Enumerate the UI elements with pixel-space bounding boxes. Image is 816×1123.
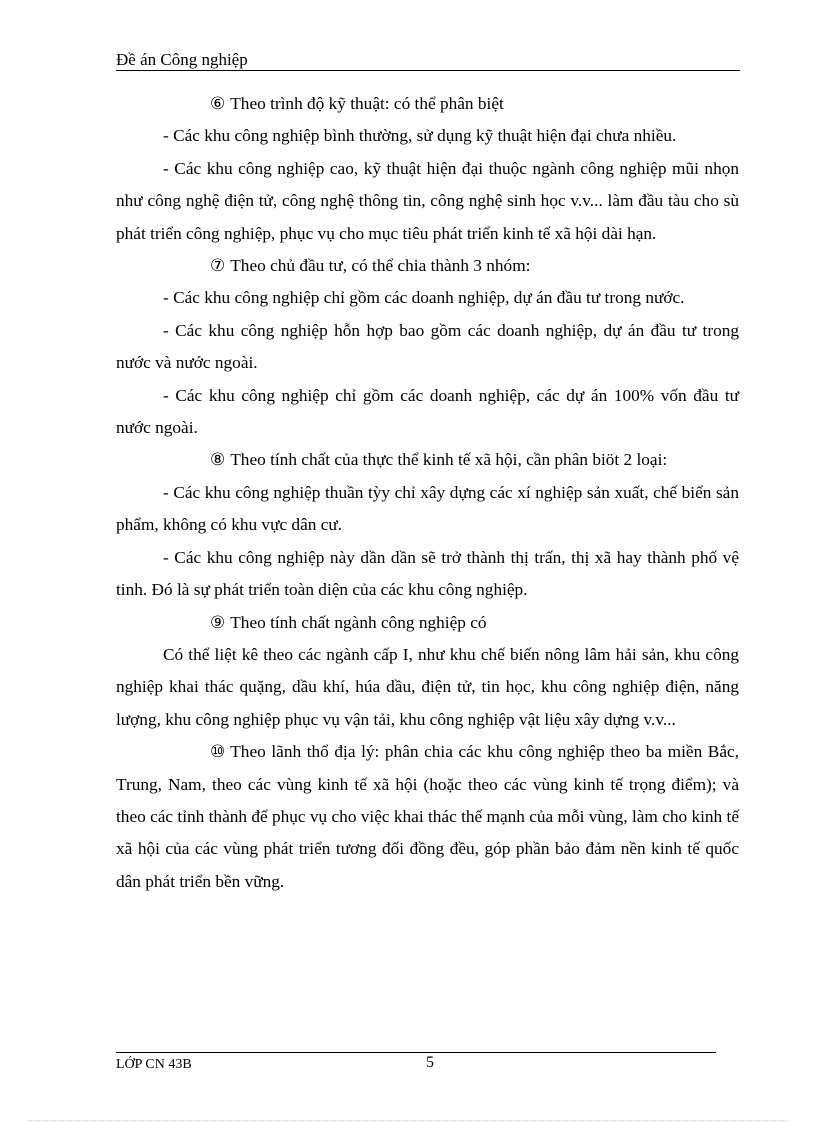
paragraph-7-heading — [116, 250, 739, 282]
page-header — [116, 50, 740, 71]
circled-nine-marker: ⑨ — [210, 612, 226, 632]
document-body — [116, 88, 739, 898]
paragraph — [116, 120, 739, 152]
paragraph-text: - Các khu công nghiệp thuần tỳy chỉ xây dựng các xí nghiệp sản xuất, chế biến sản phẩm, không có khu vực dân cư. — [116, 482, 739, 535]
paragraph — [116, 639, 739, 736]
circled-ten-marker: ⑩ — [210, 742, 226, 762]
paragraph — [116, 153, 739, 250]
page-bottom-edge — [28, 1120, 788, 1121]
page-number: 5 — [426, 1054, 434, 1071]
circled-seven-marker: ⑦ — [210, 256, 226, 276]
paragraph-text: - Các khu công nghiệp chỉ gồm các doanh nghiệp, dự án đầu tư trong nước. — [163, 288, 685, 308]
footer-divider — [116, 1052, 716, 1053]
circled-six-marker: ⑥ — [210, 94, 226, 113]
paragraph — [116, 380, 739, 445]
paragraph-text: Có thể liệt kê theo các ngành cấp I, như khu chế biến nông lâm hải sản, khu công nghiệp khai thác quặng, dầu khí, húa dầu, điện tử, tin học, khu công nghiệp điện, năng lượng, khu công nghiệp phục vụ vận tải, khu công nghiệp vật liệu xây dựng v.v... — [116, 644, 739, 729]
paragraph-9-heading — [116, 607, 739, 639]
paragraph-text: - Các khu công nghiệp này dần dần sẽ trở thành thị trấn, thị xã hay thành phố vệ tinh. Đó là sự phát triển toàn diện của các khu công nghiệp. — [116, 547, 739, 600]
paragraph-text: Theo tính chất của thực thể kinh tế xã hội, cần phân biöt 2 loại: — [230, 450, 668, 470]
paragraph-text: - Các khu công nghiệp cao, kỹ thuật hiện đại thuộc ngành công nghiệp mũi nhọn như công nghệ điện tử, công nghệ thông tin, công nghệ sinh học v.v... làm đầu tàu cho sù phát triển công nghiệp, phục vụ cho mục tiêu phát triển kinh tế xã hội dài hạn. — [116, 158, 739, 243]
paragraph — [116, 477, 739, 542]
paragraph-text: Theo trình độ kỹ thuật: có thể phân biệt — [230, 94, 504, 113]
document-title: Đề án Công nghiệp — [116, 50, 248, 69]
paragraph-10-heading — [116, 736, 739, 898]
paragraph-text: Theo lãnh thổ địa lý: phân chia các khu công nghiệp theo ba miền Bắc, Trung, Nam, theo các vùng kinh tế xã hội (hoặc theo các vùng kinh tế trọng điểm); và theo các tỉnh thành để phục vụ cho việc khai thác thế mạnh của mỗi vùng, làm cho kinh tế xã hội của các vùng phát triển tương đối đồng đều, góp phần bảo đảm nền kinh tế quốc dân phát triển bền vững. — [116, 742, 739, 891]
paragraph — [116, 542, 739, 607]
paragraph — [116, 315, 739, 380]
paragraph-6-heading — [116, 88, 739, 120]
paragraph-8-heading — [116, 444, 739, 476]
paragraph-text: Theo tính chất ngành công nghiệp có — [230, 612, 487, 632]
paragraph — [116, 282, 739, 314]
circled-eight-marker: ⑧ — [210, 450, 226, 470]
footer-class-label: LỚP CN 43B — [116, 1057, 192, 1072]
paragraph-text: Theo chủ đầu tư, có thể chia thành 3 nhóm: — [230, 256, 531, 276]
paragraph-text: - Các khu công nghiệp hỗn hợp bao gồm các doanh nghiệp, dự án đầu tư trong nước và nước ngoài. — [116, 320, 739, 373]
paragraph-text: - Các khu công nghiệp bình thường, sử dụng kỹ thuật hiện đại chưa nhiều. — [163, 126, 677, 146]
paragraph-text: - Các khu công nghiệp chỉ gồm các doanh nghiệp, các dự án 100% vốn đầu tư nước ngoài. — [116, 385, 739, 438]
